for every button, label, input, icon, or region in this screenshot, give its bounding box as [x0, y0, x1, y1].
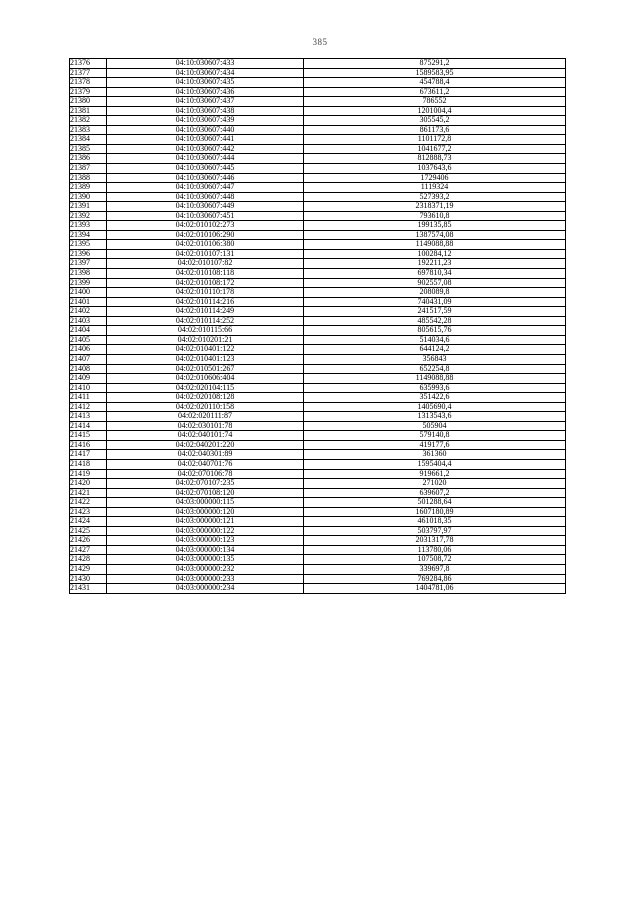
value-cell: 503797,97	[304, 526, 566, 536]
table-row	[70, 326, 566, 336]
table-row	[70, 154, 566, 164]
value-cell: 419177,6	[304, 440, 566, 450]
cadastral-number-cell: 04:02:010108:172	[107, 278, 304, 288]
value-cell: 1037643,6	[304, 164, 566, 174]
cadastral-number-cell: 04:02:010106:290	[107, 230, 304, 240]
page-number: 385	[312, 37, 328, 47]
cadastral-number-cell: 04:10:030607:439	[107, 116, 304, 126]
row-number-cell: 21387	[70, 164, 107, 174]
value-cell: 1595404,4	[304, 459, 566, 469]
row-number-cell: 21378	[70, 78, 107, 88]
value-cell: 1589583,95	[304, 68, 566, 78]
row-number-cell: 21400	[70, 288, 107, 298]
value-cell: 271020	[304, 479, 566, 489]
cadastral-number-cell: 04:02:070107:235	[107, 479, 304, 489]
value-cell: 1405690,4	[304, 402, 566, 412]
row-number-cell: 21409	[70, 374, 107, 384]
cadastral-number-cell: 04:02:040101:74	[107, 431, 304, 441]
value-cell: 1313543,6	[304, 412, 566, 422]
table-row	[70, 555, 566, 565]
table-row	[70, 498, 566, 508]
cadastral-number-cell: 04:03:000000:123	[107, 536, 304, 546]
table-row	[70, 545, 566, 555]
value-cell: 1149088,88	[304, 374, 566, 384]
cadastral-number-cell: 04:10:030607:437	[107, 97, 304, 107]
row-number-cell: 21401	[70, 297, 107, 307]
table-row	[70, 106, 566, 116]
cadastral-number-cell: 04:02:030101:78	[107, 421, 304, 431]
value-cell: 192211,23	[304, 259, 566, 269]
cadastral-number-cell: 04:03:000000:135	[107, 555, 304, 565]
table-row	[70, 288, 566, 298]
value-cell: 113780,06	[304, 545, 566, 555]
row-number-cell: 21397	[70, 259, 107, 269]
row-number-cell: 21416	[70, 440, 107, 450]
value-cell: 1101172,8	[304, 135, 566, 145]
table-row	[70, 278, 566, 288]
value-cell: 793610,8	[304, 211, 566, 221]
table-row	[70, 269, 566, 279]
row-number-cell: 21389	[70, 183, 107, 193]
cadastral-number-cell: 04:02:010107:82	[107, 259, 304, 269]
cadastral-number-cell: 04:02:010115:66	[107, 326, 304, 336]
cadastral-number-cell: 04:03:000000:233	[107, 574, 304, 584]
value-cell: 1404781,06	[304, 584, 566, 594]
row-number-cell: 21405	[70, 335, 107, 345]
cadastral-number-cell: 04:02:010102:273	[107, 221, 304, 231]
table-row	[70, 479, 566, 489]
cadastral-number-cell: 04:02:020111:87	[107, 412, 304, 422]
row-number-cell: 21384	[70, 135, 107, 145]
cadastral-number-cell: 04:02:070108:120	[107, 488, 304, 498]
value-cell: 769284,86	[304, 574, 566, 584]
row-number-cell: 21393	[70, 221, 107, 231]
cadastral-number-cell: 04:02:010501:267	[107, 364, 304, 374]
value-cell: 1387574,08	[304, 230, 566, 240]
table-row	[70, 59, 566, 69]
cadastral-number-cell: 04:02:040701:76	[107, 459, 304, 469]
row-number-cell: 21402	[70, 307, 107, 317]
cadastral-number-cell: 04:03:000000:115	[107, 498, 304, 508]
row-number-cell: 21424	[70, 517, 107, 527]
row-number-cell: 21377	[70, 68, 107, 78]
row-number-cell: 21412	[70, 402, 107, 412]
cadastral-number-cell: 04:10:030607:451	[107, 211, 304, 221]
cadastral-number-cell: 04:02:010114:249	[107, 307, 304, 317]
table-row	[70, 393, 566, 403]
cadastral-number-cell: 04:10:030607:438	[107, 106, 304, 116]
row-number-cell: 21383	[70, 125, 107, 135]
value-cell: 673611,2	[304, 87, 566, 97]
value-cell: 1201004,4	[304, 106, 566, 116]
cadastral-number-cell: 04:10:030607:435	[107, 78, 304, 88]
row-number-cell: 21406	[70, 345, 107, 355]
cadastral-number-cell: 04:02:040301:89	[107, 450, 304, 460]
table-row	[70, 259, 566, 269]
row-number-cell: 21390	[70, 192, 107, 202]
table-row	[70, 78, 566, 88]
row-number-cell: 21427	[70, 545, 107, 555]
table-row	[70, 307, 566, 317]
cadastral-number-cell: 04:02:020104:115	[107, 383, 304, 393]
row-number-cell: 21425	[70, 526, 107, 536]
table-row	[70, 564, 566, 574]
table-row	[70, 412, 566, 422]
value-cell: 208089,8	[304, 288, 566, 298]
row-number-cell: 21380	[70, 97, 107, 107]
table-row	[70, 240, 566, 250]
table-row	[70, 87, 566, 97]
row-number-cell: 21414	[70, 421, 107, 431]
row-number-cell: 21392	[70, 211, 107, 221]
table-row	[70, 97, 566, 107]
cadastral-number-cell: 04:02:040201:220	[107, 440, 304, 450]
table-row	[70, 221, 566, 231]
cadastral-number-cell: 04:03:000000:134	[107, 545, 304, 555]
cadastral-number-cell: 04:02:010108:118	[107, 269, 304, 279]
row-number-cell: 21423	[70, 507, 107, 517]
row-number-cell: 21382	[70, 116, 107, 126]
value-cell: 2031317,78	[304, 536, 566, 546]
value-cell: 902557,08	[304, 278, 566, 288]
cadastral-number-cell: 04:10:030607:446	[107, 173, 304, 183]
cadastral-number-cell: 04:10:030607:449	[107, 202, 304, 212]
cadastral-number-cell: 04:03:000000:122	[107, 526, 304, 536]
value-cell: 635993,6	[304, 383, 566, 393]
row-number-cell: 21426	[70, 536, 107, 546]
table-row	[70, 183, 566, 193]
row-number-cell: 21422	[70, 498, 107, 508]
row-number-cell: 21385	[70, 144, 107, 154]
row-number-cell: 21415	[70, 431, 107, 441]
value-cell: 2318371,19	[304, 202, 566, 212]
cadastral-number-cell: 04:10:030607:445	[107, 164, 304, 174]
cadastral-number-cell: 04:02:010201:21	[107, 335, 304, 345]
table-row	[70, 335, 566, 345]
cadastral-number-cell: 04:10:030607:441	[107, 135, 304, 145]
table-row	[70, 125, 566, 135]
row-number-cell: 21413	[70, 412, 107, 422]
table-row	[70, 192, 566, 202]
row-number-cell: 21430	[70, 574, 107, 584]
value-cell: 579140,8	[304, 431, 566, 441]
table-row	[70, 249, 566, 259]
row-number-cell: 21420	[70, 479, 107, 489]
value-cell: 919661,2	[304, 469, 566, 479]
table-row	[70, 574, 566, 584]
value-cell: 786552	[304, 97, 566, 107]
cadastral-number-cell: 04:02:010106:380	[107, 240, 304, 250]
row-number-cell: 21398	[70, 269, 107, 279]
cadastral-number-cell: 04:02:010114:216	[107, 297, 304, 307]
value-cell: 514034,6	[304, 335, 566, 345]
table-row	[70, 173, 566, 183]
row-number-cell: 21376	[70, 59, 107, 69]
value-cell: 100284,12	[304, 249, 566, 259]
cadastral-number-cell: 04:02:010401:122	[107, 345, 304, 355]
cadastral-number-cell: 04:10:030607:440	[107, 125, 304, 135]
cadastral-number-cell: 04:10:030607:442	[107, 144, 304, 154]
cadastral-number-cell: 04:02:010401:123	[107, 354, 304, 364]
value-cell: 339697,8	[304, 564, 566, 574]
cadastral-number-cell: 04:10:030607:444	[107, 154, 304, 164]
row-number-cell: 21428	[70, 555, 107, 565]
table-row	[70, 440, 566, 450]
value-cell: 1119324	[304, 183, 566, 193]
table-row	[70, 116, 566, 126]
cadastral-number-cell: 04:10:030607:434	[107, 68, 304, 78]
value-cell: 351422,6	[304, 393, 566, 403]
value-cell: 1041677,2	[304, 144, 566, 154]
cadastral-number-cell: 04:02:020108:128	[107, 393, 304, 403]
table-row	[70, 488, 566, 498]
row-number-cell: 21411	[70, 393, 107, 403]
table-row	[70, 517, 566, 527]
row-number-cell: 21417	[70, 450, 107, 460]
table-row	[70, 354, 566, 364]
table-row	[70, 164, 566, 174]
value-cell: 361360	[304, 450, 566, 460]
table-row	[70, 383, 566, 393]
row-number-cell: 21429	[70, 564, 107, 574]
table-body	[70, 59, 566, 594]
table-row	[70, 345, 566, 355]
value-cell: 740431,09	[304, 297, 566, 307]
value-cell: 461018,35	[304, 517, 566, 527]
table-row	[70, 431, 566, 441]
row-number-cell: 21386	[70, 154, 107, 164]
value-cell: 697810,34	[304, 269, 566, 279]
table-row	[70, 584, 566, 594]
value-cell: 805615,76	[304, 326, 566, 336]
table-row	[70, 364, 566, 374]
table-row	[70, 374, 566, 384]
value-cell: 639607,2	[304, 488, 566, 498]
value-cell: 454788,4	[304, 78, 566, 88]
row-number-cell: 21419	[70, 469, 107, 479]
value-cell: 505904	[304, 421, 566, 431]
cadastral-number-cell: 04:02:010110:178	[107, 288, 304, 298]
row-number-cell: 21421	[70, 488, 107, 498]
cadastral-number-cell: 04:03:000000:120	[107, 507, 304, 517]
cadastral-number-cell: 04:03:000000:232	[107, 564, 304, 574]
value-cell: 356843	[304, 354, 566, 364]
table-row	[70, 297, 566, 307]
value-cell: 1607180,89	[304, 507, 566, 517]
table-row	[70, 316, 566, 326]
cadastral-number-cell: 04:02:070106:78	[107, 469, 304, 479]
table-row	[70, 507, 566, 517]
row-number-cell: 21399	[70, 278, 107, 288]
table-row	[70, 421, 566, 431]
value-cell: 1729406	[304, 173, 566, 183]
table-row	[70, 526, 566, 536]
value-cell: 527393,2	[304, 192, 566, 202]
value-cell: 107508,72	[304, 555, 566, 565]
row-number-cell: 21388	[70, 173, 107, 183]
row-number-cell: 21418	[70, 459, 107, 469]
row-number-cell: 21408	[70, 364, 107, 374]
value-cell: 305545,2	[304, 116, 566, 126]
data-table	[69, 58, 566, 594]
value-cell: 1149088,88	[304, 240, 566, 250]
table-row	[70, 202, 566, 212]
value-cell: 501288,64	[304, 498, 566, 508]
row-number-cell: 21431	[70, 584, 107, 594]
table-row	[70, 536, 566, 546]
cadastral-number-cell: 04:10:030607:436	[107, 87, 304, 97]
table-row	[70, 135, 566, 145]
table-row	[70, 211, 566, 221]
row-number-cell: 21410	[70, 383, 107, 393]
row-number-cell: 21407	[70, 354, 107, 364]
value-cell: 485542,28	[304, 316, 566, 326]
table-row	[70, 459, 566, 469]
table-row	[70, 469, 566, 479]
value-cell: 861173,6	[304, 125, 566, 135]
cadastral-number-cell: 04:02:010107:131	[107, 249, 304, 259]
cadastral-number-cell: 04:02:020110:158	[107, 402, 304, 412]
value-cell: 875291,2	[304, 59, 566, 69]
row-number-cell: 21404	[70, 326, 107, 336]
table-row	[70, 450, 566, 460]
table-row	[70, 144, 566, 154]
table-row	[70, 402, 566, 412]
cadastral-number-cell: 04:10:030607:448	[107, 192, 304, 202]
value-cell: 812888,73	[304, 154, 566, 164]
cadastral-number-cell: 04:10:030607:433	[107, 59, 304, 69]
row-number-cell: 21403	[70, 316, 107, 326]
value-cell: 241517,59	[304, 307, 566, 317]
cadastral-number-cell: 04:03:000000:121	[107, 517, 304, 527]
row-number-cell: 21396	[70, 249, 107, 259]
cadastral-number-cell: 04:02:010114:252	[107, 316, 304, 326]
row-number-cell: 21379	[70, 87, 107, 97]
table-row	[70, 230, 566, 240]
cadastral-number-cell: 04:10:030607:447	[107, 183, 304, 193]
row-number-cell: 21394	[70, 230, 107, 240]
cadastral-number-cell: 04:03:000000:234	[107, 584, 304, 594]
cadastral-number-cell: 04:02:010606:404	[107, 374, 304, 384]
value-cell: 199135,85	[304, 221, 566, 231]
row-number-cell: 21381	[70, 106, 107, 116]
row-number-cell: 21395	[70, 240, 107, 250]
table-row	[70, 68, 566, 78]
row-number-cell: 21391	[70, 202, 107, 212]
value-cell: 644124,2	[304, 345, 566, 355]
value-cell: 652254,8	[304, 364, 566, 374]
